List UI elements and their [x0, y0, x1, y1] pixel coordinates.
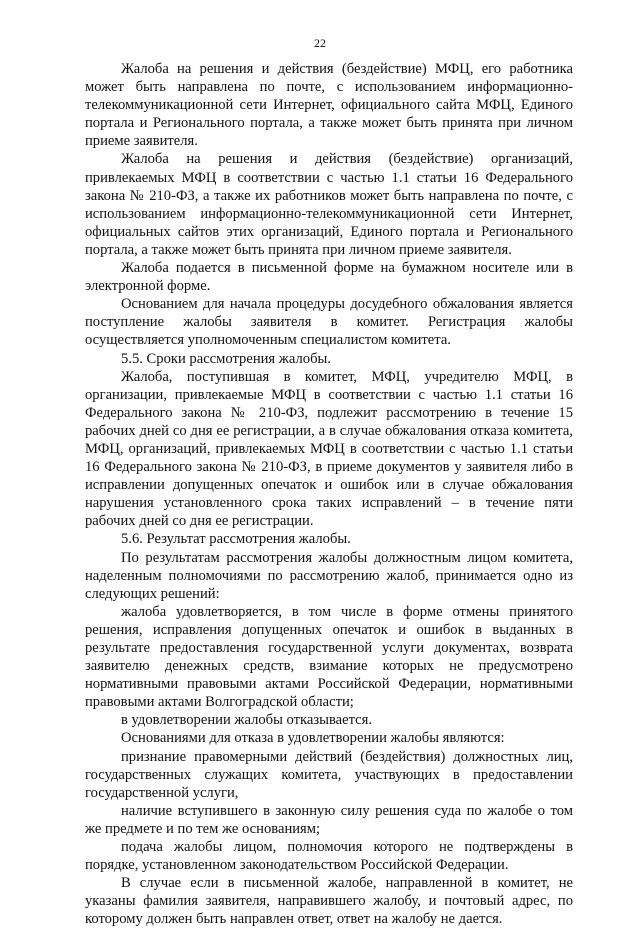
paragraph-no-answer: В случае если в письменной жалобе, направленной в комитет, не указаны фамилия заявителя, направившего жалобу, и почтовый адрес, по которому должен быть направлен ответ, ответ на жалобу не дается. [85, 875, 573, 928]
paragraph-complaint-satisfied: жалоба удовлетворяется, в том числе в форме отмены принятого решения, исправления допущенных опечаток и ошибок в выданных в результате предоставления государственной услуги документах, возврата заявителю денежных средств, взимание которых не предусмотрено нормативными правовыми актами Российской Федерации, нормативными правовыми актами Волгоградской области; [85, 603, 573, 711]
paragraph-organizations-complaint: Жалоба на решения и действия (бездействие) организаций, привлекаемых МФЦ в соответствии с частью 1.1 статьи 16 Федерального закона № 210-ФЗ, а также их работников может быть направлена по почте, с использованием информационно-телекоммуникационной сети Интернет, официальных сайтов этих организаций, Единого портала и Регионального портала, а также может быть принята при личном приеме заявителя. [85, 151, 573, 258]
paragraph-refusal-ground-court: наличие вступившего в законную силу решения суда по жалобе о том же предмете и по тем же основаниям; [85, 802, 573, 837]
paragraph-complaint-refused: в удовлетворении жалобы отказывается. [121, 712, 373, 729]
paragraph-complaint-form: Жалоба подается в письменной форме на бумажном носителе или в электронной форме. [85, 260, 573, 295]
paragraph-procedure-start: Основанием для начала процедуры досудебного обжалования является поступление жалобы заявителя в комитет. Регистрация жалобы осуществляется уполномоченным специалистом комитета. [85, 296, 573, 349]
paragraph-refusal-grounds-intro: Основаниями для отказа в удовлетворении жалобы являются: [121, 730, 505, 747]
section-heading-5-6: 5.6. Результат рассмотрения жалобы. [121, 531, 351, 548]
document-body [85, 60, 573, 929]
page-number: 22 [314, 36, 326, 50]
paragraph-refusal-ground-authority: подача жалобы лицом, полномочия которого не подтверждены в порядке, установленном законодательством Российской Федерации. [85, 839, 573, 874]
paragraph-decisions-intro: По результатам рассмотрения жалобы должностным лицом комитета, наделенным полномочиями по рассмотрению жалоб, принимается одно из следующих решений: [85, 549, 573, 602]
section-heading-5-5: 5.5. Сроки рассмотрения жалобы. [121, 350, 331, 367]
paragraph-mfc-complaint: Жалоба на решения и действия (бездействие) МФЦ, его работника может быть направлена по почте, с использованием информационно-телекоммуникационной сети Интернет, официального сайта МФЦ, Единого портала и Регионального портала, а также может быть принята при личном приеме заявителя. [85, 61, 573, 150]
paragraph-review-terms: Жалоба, поступившая в комитет, МФЦ, учредителю МФЦ, в организации, привлекаемые МФЦ в соответствии с частью 1.1 статьи 16 Федерального закона № 210-ФЗ, подлежит рассмотрению в течение 15 рабочих дней со дня ее регистрации, а в случае обжалования отказа комитета, МФЦ, организаций, привлекаемых МФЦ в соответствии с частью 1.1 статьи 16 Федерального закона № 210-ФЗ, в приеме документов у заявителя либо в исправлении допущенных опечаток и ошибок или в случае обжалования нарушения установленного срока таких исправлений – в течение пяти рабочих дней со дня ее регистрации. [85, 368, 573, 530]
paragraph-refusal-ground-lawful: признание правомерными действий (бездействия) должностных лиц, государственных служащих комитета, участвующих в предоставлении государственной услуги, [85, 748, 573, 801]
